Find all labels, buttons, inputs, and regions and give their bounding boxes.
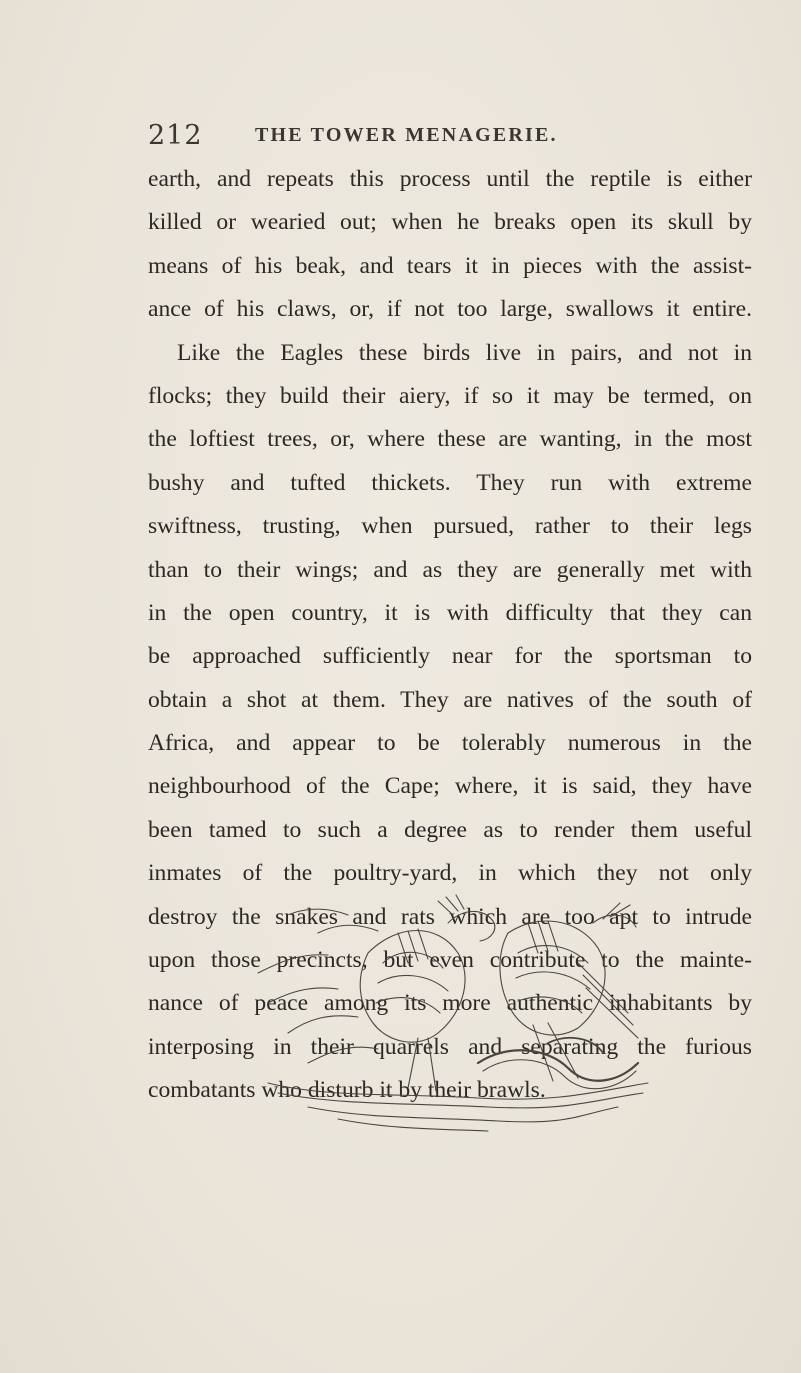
text-line: than to their wings; and as they are generally met with <box>148 556 752 583</box>
running-head <box>148 120 748 160</box>
text-line: interposing in their quarrels and separating the furious <box>148 1033 752 1060</box>
text-line: means of his beak, and tears it in pieces with the assist- <box>148 252 752 279</box>
text-line: swiftness, trusting, when pursued, rather to their legs <box>148 513 752 540</box>
text-line: be approached sufficiently near for the sportsman to <box>148 643 752 670</box>
text-line: combatants who disturb it by their brawls. <box>148 1077 546 1104</box>
text-line: inmates of the poultry-yard, in which they not only <box>148 860 752 887</box>
text-line: nance of peace among its more authentic inhabitants by <box>148 990 752 1017</box>
text-line: been tamed to such a degree as to render them useful <box>148 816 752 843</box>
text-line: bushy and tufted thickets. They run with extreme <box>148 469 752 496</box>
text-line: the loftiest trees, or, where these are wanting, in the most <box>148 426 752 453</box>
page-number: 212 <box>148 120 203 151</box>
text-line: killed or wearied out; when he breaks open its skull by <box>148 209 752 236</box>
text-line: earth, and repeats this process until the reptile is either <box>148 166 752 192</box>
text-line: in the open country, it is with difficulty that they can <box>148 599 752 626</box>
text-line: Africa, and appear to be tolerably numerous in the <box>148 730 752 757</box>
text-line: Like the Eagles these birds live in pairs, and not in <box>177 339 752 366</box>
text-line: neighbourhood of the Cape; where, it is said, they have <box>148 773 752 800</box>
text-line: destroy the snakes and rats which are too apt to intrude <box>148 903 752 930</box>
text-line: flocks; they build their aiery, if so it may be termed, on <box>148 382 752 409</box>
text-line: upon those precincts, but even contribute to the mainte- <box>148 947 752 974</box>
secretary-bird-engraving <box>248 893 660 1137</box>
running-title: THE TOWER MENAGERIE. <box>255 124 558 146</box>
text-line: obtain a shot at them. They are natives of the south of <box>148 686 752 713</box>
text-line: ance of his claws, or, if not too large, swallows it entire. <box>148 296 752 323</box>
